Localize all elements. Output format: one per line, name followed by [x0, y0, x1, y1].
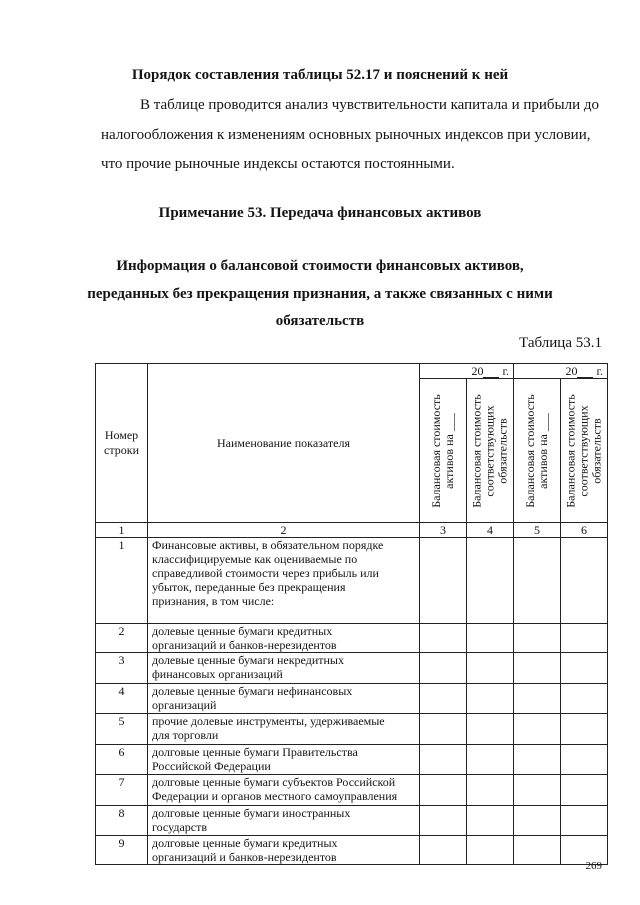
heading-table-52-17: Порядок составления таблицы 52.17 и пояснений к ней [131, 67, 509, 83]
value-cell [561, 745, 608, 775]
value-cell [467, 653, 514, 684]
indicator-name-line: долевые ценные бумаги кредитных [152, 624, 333, 638]
indicator-name-line: справедливой стоимости через прибыль или [152, 566, 379, 580]
header-col-3-text: Балансовая стоимость активов на ___ [429, 393, 456, 508]
value-cell [467, 745, 514, 775]
indicator-name [148, 653, 420, 684]
row-number: 9 [96, 836, 148, 865]
table-row [96, 775, 608, 806]
value-cell [420, 806, 467, 836]
indicator-name [148, 806, 420, 836]
value-cell [514, 806, 561, 836]
value-cell [467, 714, 514, 745]
indicator-name-line: долевые ценные бумаги нефинансовых [152, 684, 353, 698]
header-col-5 [514, 379, 561, 523]
table-body [96, 538, 608, 865]
header-year-2 [514, 364, 608, 379]
value-cell [420, 714, 467, 745]
value-cell [420, 653, 467, 684]
indicator-name [148, 624, 420, 653]
column-index: 4 [467, 523, 514, 538]
paragraph-line: В таблице проводится анализ чувствительности капитала и прибыли до [140, 97, 600, 113]
info-heading-line: Информация о балансовой стоимости финансовых активов, [116, 258, 524, 274]
table-row [96, 624, 608, 653]
indicator-name-line: долговые ценные бумаги иностранных [152, 806, 351, 820]
value-cell [514, 775, 561, 806]
value-cell [514, 538, 561, 624]
indicator-name-line: долговые ценные бумаги субъектов Российской [152, 775, 396, 789]
header-col-4-text: Балансовая стоимость соответствующих обязательств [469, 393, 510, 508]
indicator-name-line: организаций [152, 698, 217, 712]
indicator-name-line: признания, в том числе: [152, 594, 275, 608]
indicator-name-line: для торговли [152, 728, 219, 742]
value-cell [561, 684, 608, 714]
indicator-name-line: Федерации и органов местного самоуправления [152, 789, 398, 803]
paragraph-line: налогообложения к изменениям основных рыночных индексов при условии, [101, 127, 591, 143]
value-cell [561, 806, 608, 836]
header-col-5-text: Балансовая стоимость активов на ___ [523, 393, 551, 508]
header-col-6 [561, 379, 608, 523]
header-col-6-text: Балансовая стоимость соответствующих обязательств [563, 393, 604, 508]
indicator-name [148, 714, 420, 745]
column-index: 5 [514, 523, 561, 538]
value-cell [467, 775, 514, 806]
row-number: 7 [96, 775, 148, 806]
indicator-name-line: Финансовые активы, в обязательном порядке [152, 538, 384, 552]
indicator-name-line: Российской Федерации [152, 759, 271, 773]
indicator-name-line: долговые ценные бумаги Правительства [152, 745, 358, 759]
year-suffix: г. [596, 364, 604, 378]
value-cell [420, 836, 467, 865]
indicator-name-line: прочие долевые инструменты, удерживаемые [152, 714, 385, 728]
column-index: 2 [148, 523, 420, 538]
value-cell [561, 538, 608, 624]
table-row [96, 653, 608, 684]
header-indicator-name: Наименование показателя [148, 364, 420, 523]
header-year-1 [420, 364, 514, 379]
header-col-3 [420, 379, 467, 523]
table-row [96, 836, 608, 865]
indicator-name-line: убыток, переданные без прекращения [152, 580, 346, 594]
value-cell [561, 775, 608, 806]
row-number: 6 [96, 745, 148, 775]
header-col-4 [467, 379, 514, 523]
value-cell [467, 538, 514, 624]
value-cell [561, 653, 608, 684]
value-cell [514, 624, 561, 653]
table-label: Таблица 53.1 [519, 335, 602, 351]
indicator-name [148, 775, 420, 806]
row-number: 3 [96, 653, 148, 684]
info-heading-line: переданных без прекращения признания, а также связанных с ними [87, 286, 553, 302]
indicator-name-line: государств [152, 820, 208, 834]
value-cell [420, 745, 467, 775]
column-index: 1 [96, 523, 148, 538]
value-cell [561, 624, 608, 653]
column-index: 6 [561, 523, 608, 538]
indicator-name-line: финансовых организаций [152, 667, 283, 681]
paragraph-line: что прочие рыночные индексы остаются постоянными. [101, 156, 455, 172]
page-number: 269 [585, 860, 602, 872]
table-row [96, 684, 608, 714]
year-prefix: 20 [471, 364, 484, 378]
value-cell [467, 684, 514, 714]
row-number: 4 [96, 684, 148, 714]
table-row [96, 806, 608, 836]
value-cell [420, 624, 467, 653]
row-number: 5 [96, 714, 148, 745]
indicator-name [148, 745, 420, 775]
indicator-name-line: организаций и банков-нерезидентов [152, 850, 337, 864]
indicator-name-line: долевые ценные бумаги некредитных [152, 653, 344, 667]
value-cell [467, 836, 514, 865]
indicator-name-line: долговые ценные бумаги кредитных [152, 836, 338, 850]
table-row [96, 745, 608, 775]
row-number: 2 [96, 624, 148, 653]
transferred-assets-table [95, 363, 608, 865]
year-suffix: г. [502, 364, 510, 378]
value-cell [467, 624, 514, 653]
header-row-number: Номер строки [96, 364, 148, 523]
value-cell [420, 775, 467, 806]
indicator-name [148, 538, 420, 624]
value-cell [561, 714, 608, 745]
row-number: 8 [96, 806, 148, 836]
value-cell [514, 653, 561, 684]
row-number: 1 [96, 538, 148, 624]
year-prefix: 20 [565, 364, 578, 378]
note-53-heading: Примечание 53. Передача финансовых активов [158, 205, 482, 221]
value-cell [514, 684, 561, 714]
indicator-name [148, 836, 420, 865]
value-cell [420, 538, 467, 624]
indicator-name-line: организаций и банков-нерезидентов [152, 638, 337, 652]
value-cell [420, 684, 467, 714]
value-cell [514, 745, 561, 775]
column-index-row [96, 523, 608, 538]
table-row [96, 714, 608, 745]
info-heading-line: обязательств [275, 313, 365, 329]
indicator-name-line: классифицируемые как оцениваемые по [152, 552, 358, 566]
value-cell [514, 836, 561, 865]
table-row [96, 538, 608, 624]
column-index: 3 [420, 523, 467, 538]
value-cell [514, 714, 561, 745]
indicator-name [148, 684, 420, 714]
value-cell [467, 806, 514, 836]
